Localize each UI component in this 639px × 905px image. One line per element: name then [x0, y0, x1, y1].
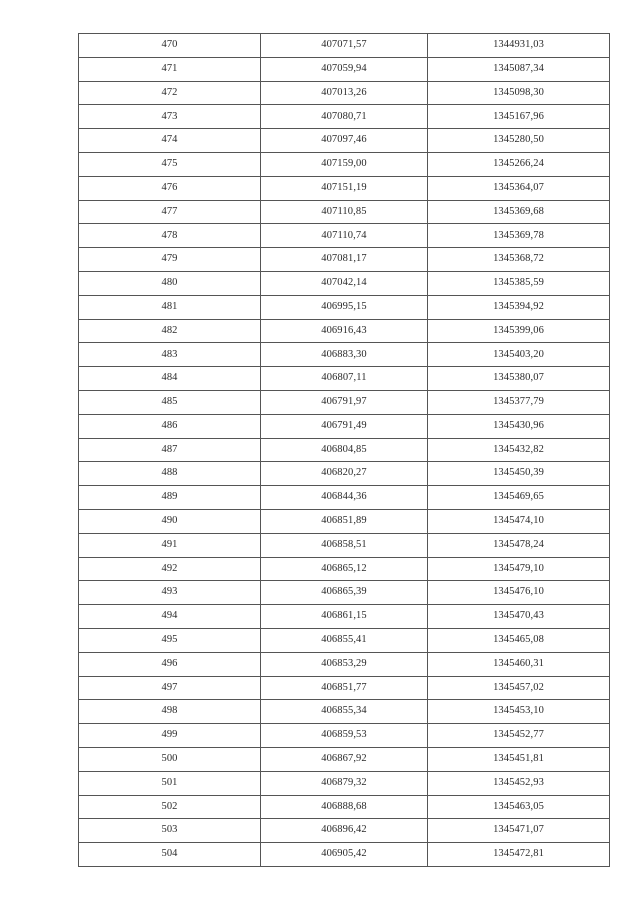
y-coordinate-cell: 1345364,07 [428, 176, 610, 200]
y-coordinate-cell: 1345280,50 [428, 129, 610, 153]
x-coordinate-cell: 406851,89 [261, 509, 428, 533]
x-coordinate-cell: 407080,71 [261, 105, 428, 129]
x-coordinate-cell: 407081,17 [261, 248, 428, 272]
table-row [79, 129, 610, 153]
point-number-cell: 500 [79, 747, 261, 771]
x-coordinate-cell: 406865,39 [261, 581, 428, 605]
x-coordinate-cell: 406791,49 [261, 414, 428, 438]
y-coordinate-cell: 1345380,07 [428, 367, 610, 391]
point-number-cell: 492 [79, 557, 261, 581]
x-coordinate-cell: 406995,15 [261, 295, 428, 319]
x-coordinate-cell: 406865,12 [261, 557, 428, 581]
y-coordinate-cell: 1345476,10 [428, 581, 610, 605]
y-coordinate-cell: 1345098,30 [428, 81, 610, 105]
point-number-cell: 470 [79, 34, 261, 58]
point-number-cell: 502 [79, 795, 261, 819]
table-row [79, 462, 610, 486]
y-coordinate-cell: 1345385,59 [428, 271, 610, 295]
y-coordinate-cell: 1345471,07 [428, 819, 610, 843]
table-row [79, 57, 610, 81]
table-row [79, 747, 610, 771]
x-coordinate-cell: 407071,57 [261, 34, 428, 58]
y-coordinate-cell: 1345369,78 [428, 224, 610, 248]
y-coordinate-cell: 1345432,82 [428, 438, 610, 462]
table-row [79, 700, 610, 724]
point-number-cell: 474 [79, 129, 261, 153]
point-number-cell: 499 [79, 724, 261, 748]
table-row [79, 176, 610, 200]
y-coordinate-cell: 1345087,34 [428, 57, 610, 81]
point-number-cell: 478 [79, 224, 261, 248]
table-row [79, 367, 610, 391]
y-coordinate-cell: 1345450,39 [428, 462, 610, 486]
point-number-cell: 503 [79, 819, 261, 843]
point-number-cell: 487 [79, 438, 261, 462]
y-coordinate-cell: 1344931,03 [428, 34, 610, 58]
point-number-cell: 481 [79, 295, 261, 319]
y-coordinate-cell: 1345377,79 [428, 390, 610, 414]
table-row [79, 581, 610, 605]
table-row [79, 81, 610, 105]
point-number-cell: 485 [79, 390, 261, 414]
x-coordinate-cell: 407110,85 [261, 200, 428, 224]
x-coordinate-cell: 406896,42 [261, 819, 428, 843]
x-coordinate-cell: 406855,41 [261, 628, 428, 652]
x-coordinate-cell: 407110,74 [261, 224, 428, 248]
x-coordinate-cell: 406851,77 [261, 676, 428, 700]
x-coordinate-cell: 407042,14 [261, 271, 428, 295]
table-row [79, 248, 610, 272]
x-coordinate-cell: 406859,53 [261, 724, 428, 748]
x-coordinate-cell: 406879,32 [261, 771, 428, 795]
table-row [79, 652, 610, 676]
x-coordinate-cell: 407059,94 [261, 57, 428, 81]
table-row [79, 605, 610, 629]
x-coordinate-cell: 406804,85 [261, 438, 428, 462]
table-row [79, 295, 610, 319]
point-number-cell: 473 [79, 105, 261, 129]
y-coordinate-cell: 1345452,93 [428, 771, 610, 795]
x-coordinate-cell: 407097,46 [261, 129, 428, 153]
point-number-cell: 472 [79, 81, 261, 105]
point-number-cell: 495 [79, 628, 261, 652]
table-row [79, 438, 610, 462]
x-coordinate-cell: 406791,97 [261, 390, 428, 414]
point-number-cell: 484 [79, 367, 261, 391]
y-coordinate-cell: 1345394,92 [428, 295, 610, 319]
y-coordinate-cell: 1345368,72 [428, 248, 610, 272]
x-coordinate-cell: 406888,68 [261, 795, 428, 819]
y-coordinate-cell: 1345472,81 [428, 843, 610, 867]
x-coordinate-cell: 406855,34 [261, 700, 428, 724]
table-row [79, 343, 610, 367]
table-row [79, 224, 610, 248]
point-number-cell: 504 [79, 843, 261, 867]
coordinates-table [78, 33, 610, 867]
point-number-cell: 494 [79, 605, 261, 629]
table-row [79, 724, 610, 748]
table-row [79, 819, 610, 843]
x-coordinate-cell: 406905,42 [261, 843, 428, 867]
point-number-cell: 477 [79, 200, 261, 224]
point-number-cell: 496 [79, 652, 261, 676]
table-row [79, 676, 610, 700]
point-number-cell: 497 [79, 676, 261, 700]
y-coordinate-cell: 1345465,08 [428, 628, 610, 652]
table-row [79, 152, 610, 176]
x-coordinate-cell: 407159,00 [261, 152, 428, 176]
y-coordinate-cell: 1345369,68 [428, 200, 610, 224]
y-coordinate-cell: 1345479,10 [428, 557, 610, 581]
point-number-cell: 498 [79, 700, 261, 724]
table-row [79, 34, 610, 58]
y-coordinate-cell: 1345452,77 [428, 724, 610, 748]
table-row [79, 390, 610, 414]
table-row [79, 628, 610, 652]
y-coordinate-cell: 1345266,24 [428, 152, 610, 176]
x-coordinate-cell: 406883,30 [261, 343, 428, 367]
x-coordinate-cell: 406853,29 [261, 652, 428, 676]
point-number-cell: 486 [79, 414, 261, 438]
point-number-cell: 488 [79, 462, 261, 486]
y-coordinate-cell: 1345453,10 [428, 700, 610, 724]
point-number-cell: 489 [79, 486, 261, 510]
point-number-cell: 483 [79, 343, 261, 367]
y-coordinate-cell: 1345460,31 [428, 652, 610, 676]
table-row [79, 319, 610, 343]
point-number-cell: 475 [79, 152, 261, 176]
table-row [79, 771, 610, 795]
x-coordinate-cell: 407151,19 [261, 176, 428, 200]
y-coordinate-cell: 1345399,06 [428, 319, 610, 343]
y-coordinate-cell: 1345463,05 [428, 795, 610, 819]
y-coordinate-cell: 1345478,24 [428, 533, 610, 557]
y-coordinate-cell: 1345167,96 [428, 105, 610, 129]
table-row [79, 795, 610, 819]
y-coordinate-cell: 1345403,20 [428, 343, 610, 367]
table-row [79, 200, 610, 224]
coordinates-table-body [79, 34, 610, 867]
point-number-cell: 491 [79, 533, 261, 557]
x-coordinate-cell: 407013,26 [261, 81, 428, 105]
point-number-cell: 482 [79, 319, 261, 343]
point-number-cell: 501 [79, 771, 261, 795]
y-coordinate-cell: 1345469,65 [428, 486, 610, 510]
table-row [79, 509, 610, 533]
point-number-cell: 479 [79, 248, 261, 272]
y-coordinate-cell: 1345451,81 [428, 747, 610, 771]
point-number-cell: 480 [79, 271, 261, 295]
table-row [79, 486, 610, 510]
y-coordinate-cell: 1345457,02 [428, 676, 610, 700]
table-row [79, 533, 610, 557]
y-coordinate-cell: 1345474,10 [428, 509, 610, 533]
x-coordinate-cell: 406867,92 [261, 747, 428, 771]
point-number-cell: 493 [79, 581, 261, 605]
x-coordinate-cell: 406844,36 [261, 486, 428, 510]
y-coordinate-cell: 1345430,96 [428, 414, 610, 438]
table-row [79, 414, 610, 438]
x-coordinate-cell: 406807,11 [261, 367, 428, 391]
x-coordinate-cell: 406820,27 [261, 462, 428, 486]
point-number-cell: 476 [79, 176, 261, 200]
x-coordinate-cell: 406916,43 [261, 319, 428, 343]
table-row [79, 105, 610, 129]
y-coordinate-cell: 1345470,43 [428, 605, 610, 629]
x-coordinate-cell: 406861,15 [261, 605, 428, 629]
x-coordinate-cell: 406858,51 [261, 533, 428, 557]
table-row [79, 557, 610, 581]
table-row [79, 271, 610, 295]
table-row [79, 843, 610, 867]
point-number-cell: 490 [79, 509, 261, 533]
point-number-cell: 471 [79, 57, 261, 81]
